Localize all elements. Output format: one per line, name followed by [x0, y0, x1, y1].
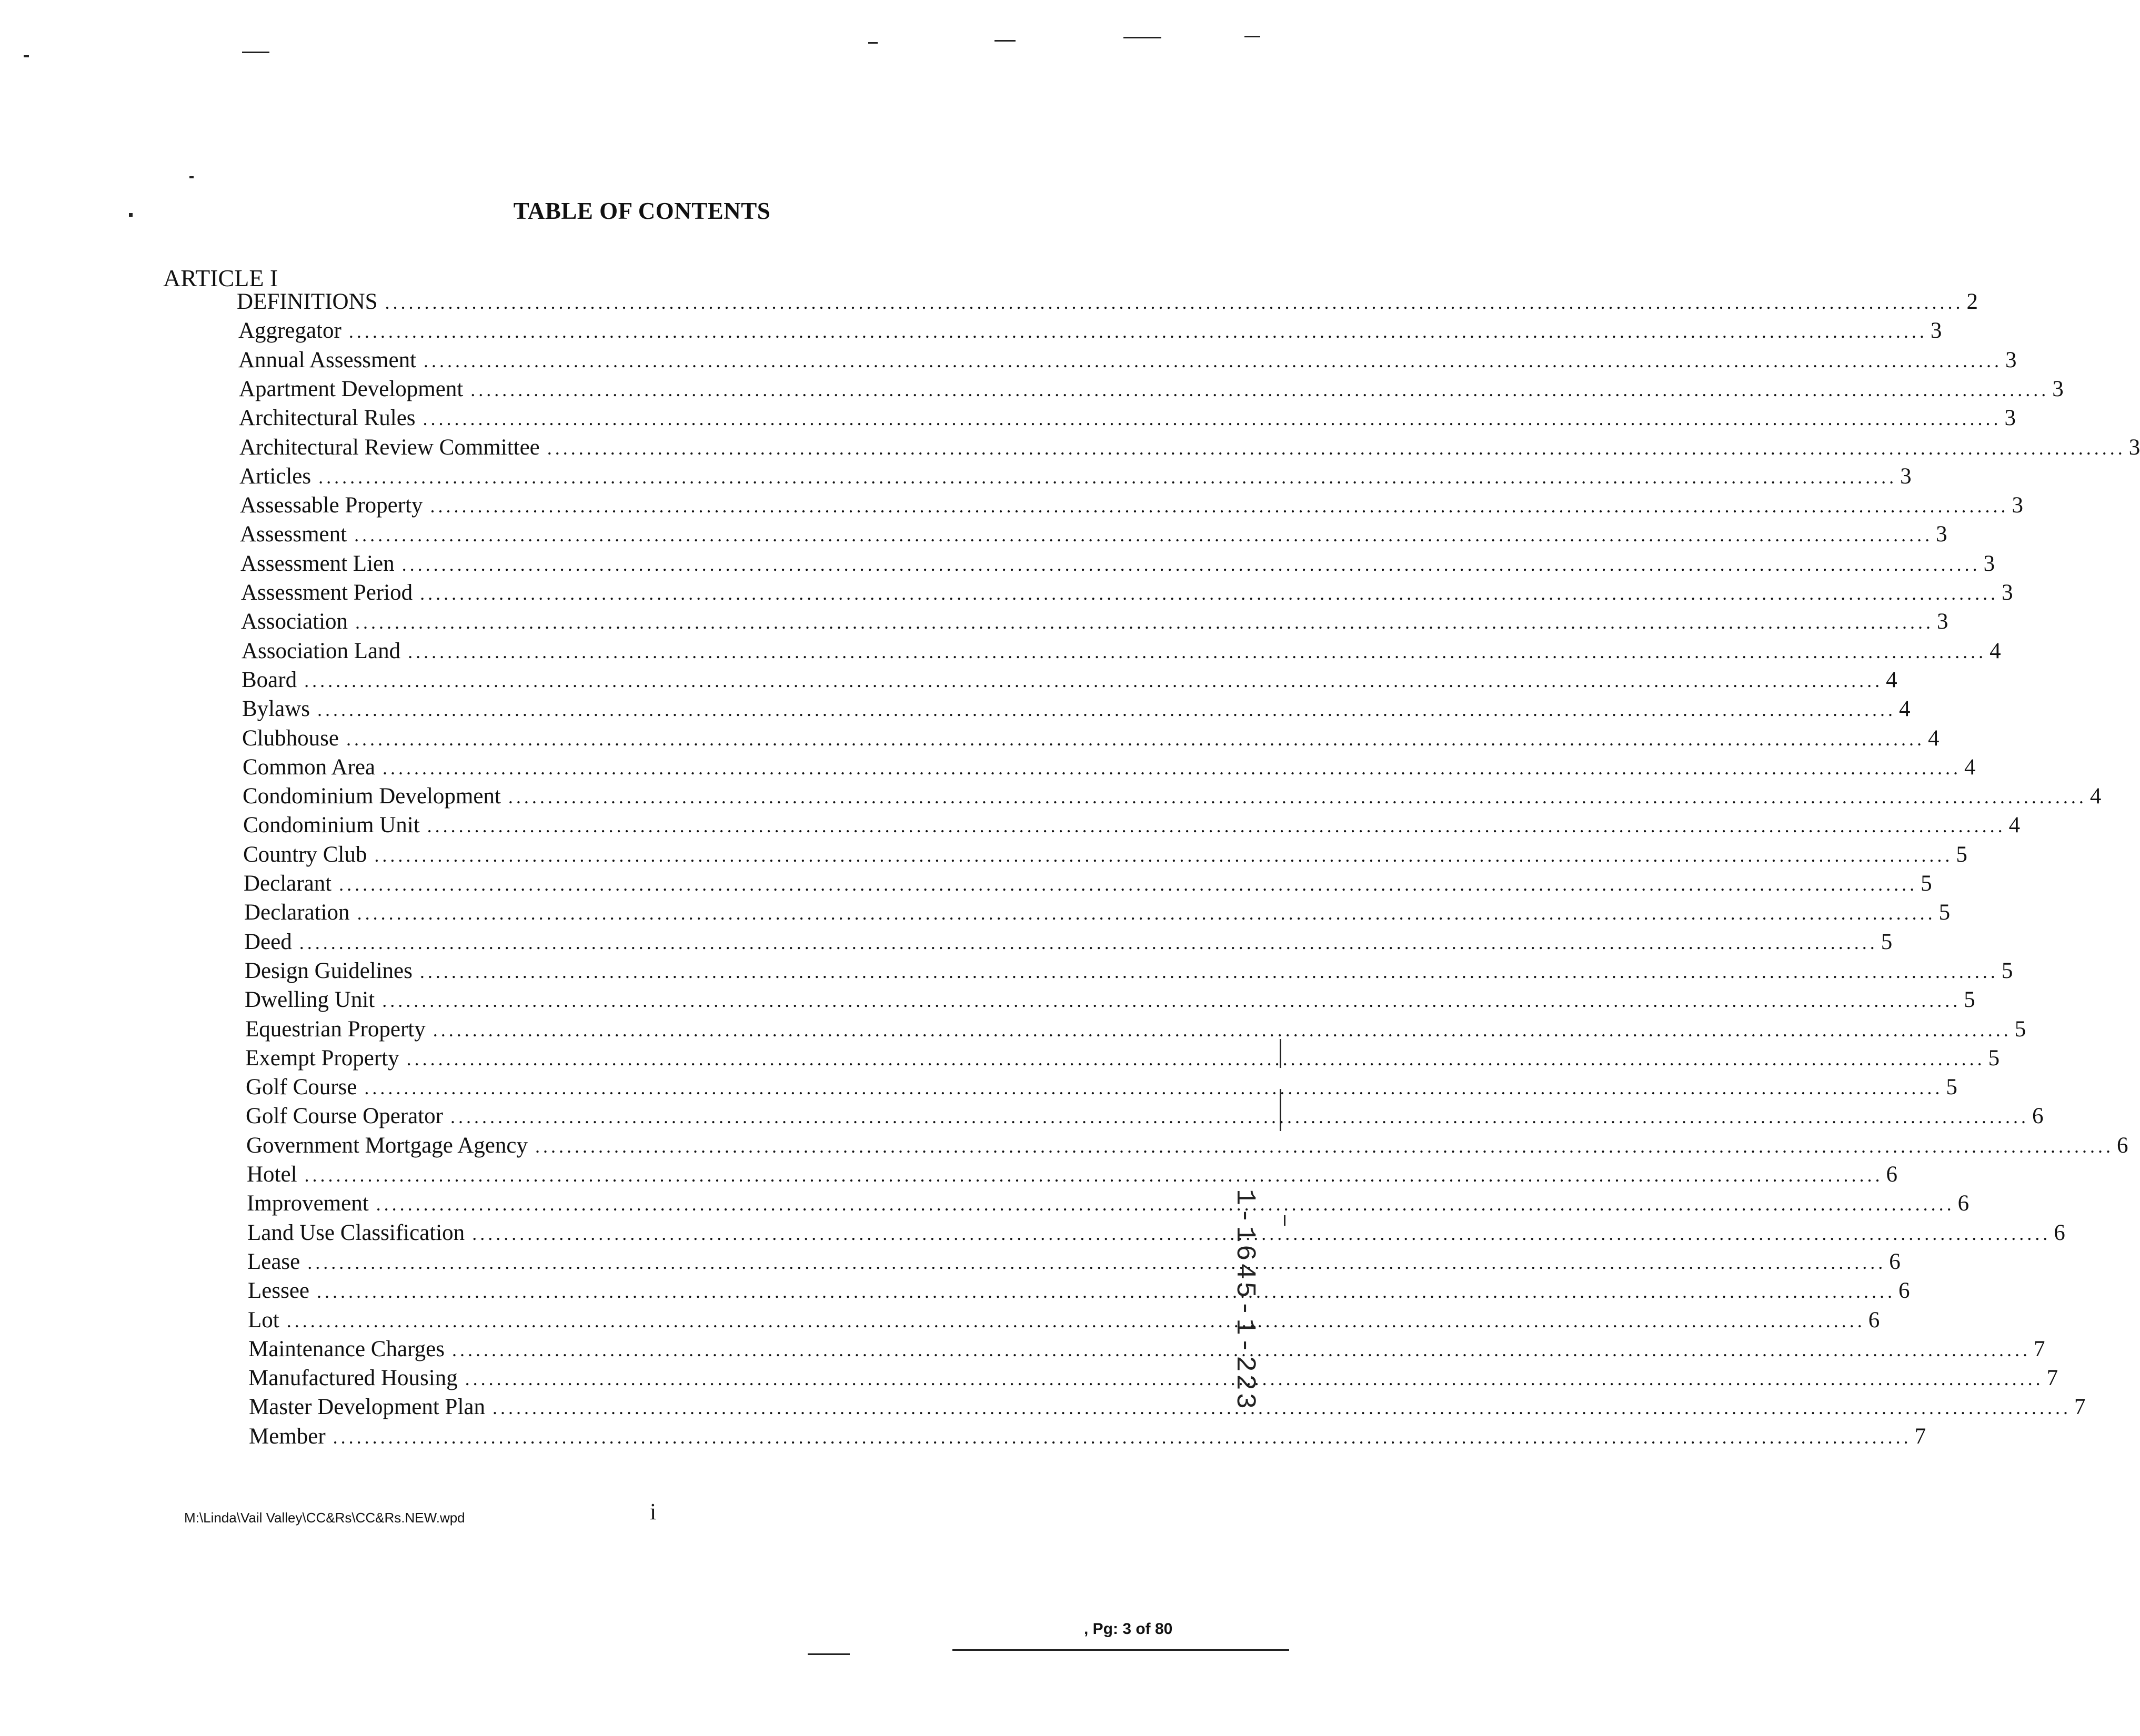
toc-entry	[239, 376, 2064, 403]
toc-entry-page: 6	[1898, 1278, 1910, 1303]
toc-entry-page: 4	[1964, 755, 1976, 780]
toc-entry-label: DEFINITIONS	[237, 289, 378, 314]
toc-entry-label: Association Land	[242, 639, 401, 663]
toc-entry-label: Government Mortgage Agency	[246, 1133, 528, 1158]
toc-entry-label: Golf Course	[246, 1075, 357, 1099]
toc-entry-label: Land Use Classification	[247, 1220, 465, 1245]
article-heading: ARTICLE I	[163, 265, 278, 291]
toc-entry-label: Maintenance Charges	[248, 1337, 445, 1361]
scan-mark	[242, 52, 269, 53]
toc-entry-label: Bylaws	[242, 697, 310, 721]
side-stamp: 1-1645-1-223	[1229, 1189, 1260, 1411]
toc-entry-page: 7	[1914, 1424, 1926, 1449]
toc-entry-label: Lease	[247, 1249, 300, 1274]
toc-entry-page: 3	[1930, 318, 1942, 343]
toc-entry	[238, 347, 2017, 374]
toc-entry	[248, 1307, 1880, 1334]
toc-entry	[239, 405, 2016, 432]
toc-entry-page: 6	[2054, 1220, 2065, 1245]
toc-dot-leader: ........................................................................................................................................................................................................	[354, 524, 1933, 546]
toc-entry	[247, 1190, 1970, 1217]
toc-dot-leader: ........................................................................................................................................................................................................	[427, 815, 2006, 836]
toc-dot-leader: ........................................................................................................................................................................................................	[493, 1397, 2072, 1418]
toc-entry-page: 3	[2004, 406, 2016, 430]
footer-page-number: i	[650, 1499, 657, 1525]
toc-dot-leader: ........................................................................................................................................................................................................	[376, 1194, 1955, 1215]
toc-entry-label: Deed	[244, 930, 292, 954]
toc-entry-label: Clubhouse	[242, 726, 339, 751]
toc-entry-label: Condominium Unit	[243, 813, 420, 837]
toc-entry-page: 3	[2005, 348, 2017, 372]
toc-entry-label: Architectural Rules	[239, 406, 416, 430]
toc-entry-label: Declaration	[244, 900, 350, 925]
toc-entry-page: 4	[1927, 726, 1940, 751]
toc-entry	[246, 1074, 1957, 1101]
toc-entry-label: Apartment Development	[239, 377, 464, 401]
toc-entry-page: 4	[1899, 697, 1911, 721]
toc-entry-page: 5	[1938, 900, 1951, 925]
toc-dot-leader: ........................................................................................................................................................................................................	[385, 292, 1964, 313]
toc-entry	[245, 1016, 2026, 1043]
toc-entry	[248, 1336, 2045, 1363]
scan-mark	[189, 176, 194, 178]
toc-entry	[240, 550, 1995, 578]
toc-entry-label: Lessee	[248, 1278, 309, 1303]
toc-entry-label: Lot	[248, 1308, 279, 1333]
toc-dot-leader: ........................................................................................................................................................................................................	[451, 1339, 2031, 1360]
toc-entry-page: 4	[1990, 639, 2001, 663]
toc-entry-label: Assessment Period	[241, 580, 413, 605]
toc-entry	[242, 667, 1897, 694]
toc-entry	[239, 434, 2140, 461]
toc-dot-leader: ........................................................................................................................................................................................................	[408, 641, 1987, 662]
toc-entry	[241, 608, 1948, 635]
toc-entry-label: Member	[249, 1424, 326, 1449]
toc-entry-page: 4	[2089, 784, 2102, 809]
toc-dot-leader: ........................................................................................................................................................................................................	[304, 670, 1883, 691]
toc-dot-leader: ........................................................................................................................................................................................................	[286, 1310, 1865, 1331]
toc-entry	[243, 783, 2102, 810]
toc-dot-leader: ........................................................................................................................................................................................................	[508, 786, 2087, 808]
toc-entry-page: 6	[1886, 1162, 1898, 1187]
toc-dot-leader: ........................................................................................................................................................................................................	[364, 1077, 1943, 1098]
toc-entry	[247, 1248, 1901, 1276]
toc-entry-page: 7	[2074, 1395, 2086, 1419]
toc-dot-leader: ........................................................................................................................................................................................................	[317, 699, 1896, 720]
toc-dot-leader: ........................................................................................................................................................................................................	[339, 874, 1918, 895]
toc-entry-page: 5	[1946, 1075, 1957, 1099]
toc-entry-label: Design Guidelines	[245, 958, 413, 983]
scan-mark	[1123, 37, 1161, 38]
toc-entry	[246, 1103, 2044, 1130]
toc-entry	[249, 1423, 1926, 1450]
toc-entry-page: 3	[1900, 464, 1912, 489]
toc-entry-label: Master Development Plan	[249, 1395, 486, 1419]
toc-entry-page: 3	[1936, 522, 1947, 547]
toc-entry	[238, 317, 1942, 345]
toc-entry	[239, 463, 1912, 490]
toc-entry-page: 5	[2014, 1017, 2026, 1042]
toc-dot-leader: ........................................................................................................................................................................................................	[346, 729, 1925, 750]
toc-dot-leader: ........................................................................................................................................................................................................	[299, 932, 1878, 953]
toc-entry	[245, 1045, 2000, 1072]
toc-entry-page: 3	[1937, 609, 1948, 634]
toc-entry	[248, 1365, 2058, 1392]
toc-entry-page: 6	[1868, 1308, 1880, 1333]
toc-entry-label: Golf Course Operator	[246, 1104, 443, 1128]
toc-entry	[242, 725, 1940, 752]
toc-entry-label: Common Area	[243, 755, 375, 780]
toc-entry	[248, 1277, 1910, 1305]
scan-mark	[1244, 36, 1260, 37]
toc-entry-page: 5	[2001, 958, 2013, 983]
toc-entry	[244, 899, 1951, 926]
toc-dot-leader: ........................................................................................................................................................................................................	[424, 350, 2003, 371]
toc-entry	[243, 841, 1967, 869]
toc-entry-page: 5	[1956, 842, 1967, 867]
toc-dot-leader: ........................................................................................................................................................................................................	[472, 1223, 2051, 1244]
page-indicator: , Pg: 3 of 80	[1084, 1620, 1173, 1638]
toc-entry	[241, 579, 2013, 607]
toc-entry-label: Association	[241, 609, 348, 634]
footer-file-path: M:\Linda\Vail Valley\CC&Rs\CC&Rs.NEW.wpd	[184, 1510, 465, 1526]
toc-entry	[247, 1161, 1898, 1188]
toc-dot-leader: ........................................................................................................................................................................................................	[433, 1020, 2012, 1041]
scan-mark	[868, 42, 878, 44]
toc-entry-page: 3	[2052, 377, 2064, 401]
toc-entry-label: Improvement	[247, 1191, 369, 1216]
scan-mark	[994, 40, 1016, 42]
toc-entry-page: 6	[2116, 1133, 2128, 1158]
toc-entry	[244, 928, 1893, 956]
toc-entry-label: Architectural Review Committee	[239, 435, 540, 460]
toc-entry-page: 6	[1889, 1249, 1901, 1274]
toc-dot-leader: ........................................................................................................................................................................................................	[430, 496, 2009, 517]
toc-entry	[242, 638, 2001, 665]
toc-entry-page: 7	[2046, 1366, 2058, 1390]
toc-dot-leader: ........................................................................................................................................................................................................	[307, 1252, 1886, 1273]
toc-entry-label: Dwelling Unit	[245, 987, 375, 1012]
toc-entry-page: 3	[1983, 551, 1995, 576]
toc-entry	[245, 986, 1975, 1014]
toc-entry-label: Hotel	[247, 1162, 297, 1187]
toc-dot-leader: ........................................................................................................................................................................................................	[318, 467, 1897, 488]
toc-entry-page: 2	[1966, 289, 1978, 314]
toc-entry-page: 4	[2008, 813, 2021, 837]
toc-entry	[237, 288, 1978, 316]
toc-entry-page: 3	[2012, 493, 2024, 518]
toc-entry-label: Equestrian Property	[245, 1017, 426, 1042]
toc-dot-leader: ........................................................................................................................................................................................................	[470, 379, 2049, 400]
toc-dot-leader: ........................................................................................................................................................................................................	[420, 583, 1999, 604]
toc-entry-label: Aggregator	[238, 318, 341, 343]
toc-dot-leader: ........................................................................................................................................................................................................	[374, 845, 1953, 866]
toc-entry-page: 5	[1964, 987, 1975, 1012]
toc-entry-page: 6	[1957, 1191, 1970, 1216]
toc-entry-label: Articles	[239, 464, 312, 489]
toc-dot-leader: ........................................................................................................................................................................................................	[535, 1136, 2114, 1157]
scan-mark	[808, 1653, 850, 1655]
toc-entry	[249, 1394, 2086, 1421]
toc-entry-label: Annual Assessment	[238, 348, 417, 372]
toc-entry	[240, 521, 1947, 548]
toc-entry-label: Assessment Lien	[240, 551, 395, 576]
toc-dot-leader: ........................................................................................................................................................................................................	[355, 612, 1934, 633]
toc-entry-page: 7	[2033, 1337, 2045, 1361]
toc-entry-page: 4	[1886, 668, 1897, 692]
toc-dot-leader: ........................................................................................................................................................................................................	[401, 554, 1981, 575]
toc-entry-label: Country Club	[243, 842, 367, 867]
bottom-rule	[952, 1649, 1289, 1651]
toc-entry-label: Exempt Property	[245, 1046, 399, 1071]
toc-entry-label: Board	[242, 668, 297, 692]
toc-entry-label: Condominium Development	[243, 784, 501, 809]
toc-entry-label: Assessment	[240, 522, 347, 547]
toc-dot-leader: ........................................................................................................................................................................................................	[423, 408, 2002, 429]
toc-entry	[245, 957, 2013, 985]
toc-dot-leader: ........................................................................................................................................................................................................	[304, 1165, 1883, 1186]
toc-entry	[243, 812, 2021, 839]
toc-dot-leader: ........................................................................................................................................................................................................	[348, 321, 1927, 342]
toc-dot-leader: ........................................................................................................................................................................................................	[382, 990, 1961, 1011]
toc-entry	[242, 695, 1911, 723]
toc-entry	[247, 1219, 2065, 1247]
page-title: TABLE OF CONTENTS	[513, 198, 771, 224]
toc-entry-label: Assessable Property	[240, 493, 423, 518]
toc-dot-leader: ........................................................................................................................................................................................................	[383, 758, 1961, 779]
toc-entry	[243, 754, 1976, 781]
toc-entry-label: Declarant	[244, 871, 332, 896]
toc-entry-page: 3	[2128, 435, 2140, 460]
toc-dot-leader: ........................................................................................................................................................................................................	[333, 1427, 1912, 1448]
toc-dot-leader: ........................................................................................................................................................................................................	[450, 1106, 2029, 1127]
toc-entry	[244, 870, 1932, 897]
scan-mark	[24, 55, 29, 57]
toc-entry-page: 3	[2002, 580, 2013, 605]
toc-entry-page: 5	[1988, 1046, 2000, 1071]
toc-dot-leader: ........................................................................................................................................................................................................	[547, 438, 2126, 459]
toc-entry-page: 5	[1921, 871, 1932, 896]
toc-entry-page: 5	[1881, 930, 1893, 954]
toc-dot-leader: ........................................................................................................................................................................................................	[357, 903, 1936, 924]
toc-entry	[246, 1132, 2128, 1159]
toc-dot-leader: ........................................................................................................................................................................................................	[406, 1048, 1985, 1069]
toc-dot-leader: ........................................................................................................................................................................................................	[465, 1368, 2044, 1389]
toc-dot-leader: ........................................................................................................................................................................................................	[419, 961, 1998, 982]
toc-dot-leader: ........................................................................................................................................................................................................	[317, 1281, 1895, 1302]
toc-entry	[240, 492, 2024, 519]
toc-entry-label: Manufactured Housing	[248, 1366, 458, 1390]
toc-entry-page: 6	[2032, 1104, 2044, 1128]
